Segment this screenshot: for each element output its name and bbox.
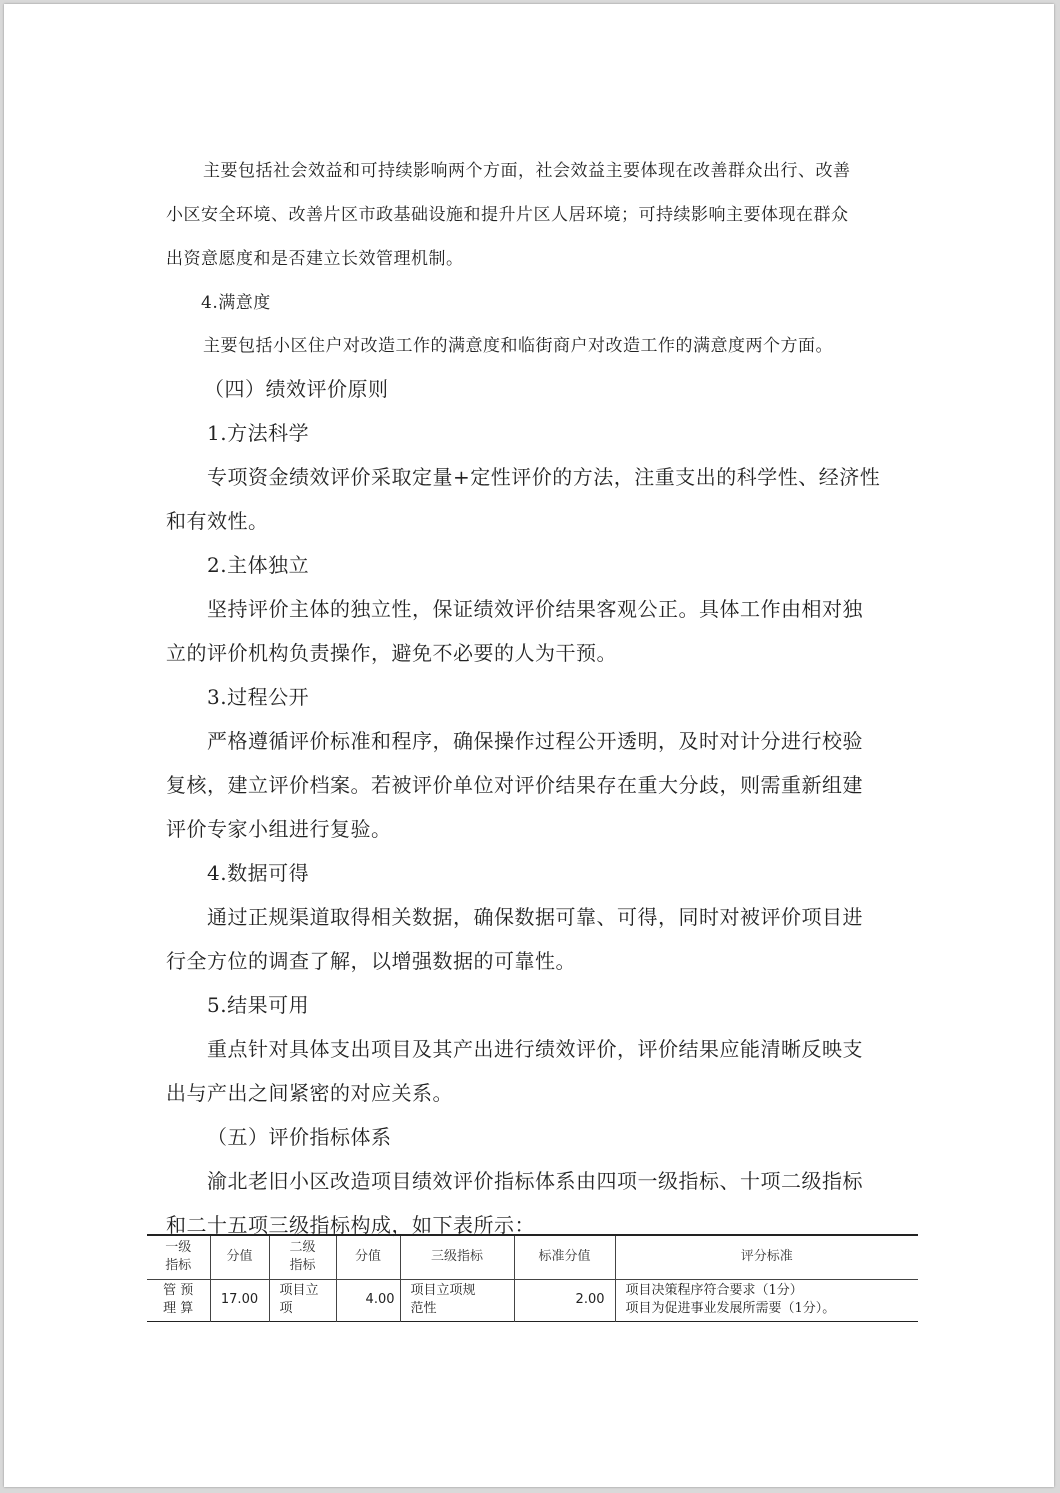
cell-level2: [269, 1279, 336, 1321]
header-level3: 三级指标: [400, 1235, 514, 1279]
cell-level1-line2: 理 算: [163, 1301, 194, 1316]
cell-criteria-line2: 项目为促进事业发展所需要（1分）。: [625, 1301, 836, 1316]
cell-level1-line1: 管 预: [163, 1283, 194, 1298]
paragraph-line: 主要包括社会效益和可持续影响两个方面，社会效益主要体现在改善群众出行、改善: [203, 161, 851, 181]
table-header-row: [147, 1235, 918, 1279]
header-level2-line2: 指标: [289, 1258, 316, 1274]
paragraph-line: 和二十五项三级指标构成，如下表所示：: [166, 1213, 535, 1237]
cell-score1: 17.00: [210, 1279, 269, 1321]
cell-score2: 4.00: [336, 1279, 400, 1321]
header-score1: 分值: [210, 1235, 269, 1279]
paragraph-line: 主要包括小区住户对改造工作的满意度和临街商户对改造工作的满意度两个方面。: [203, 336, 833, 356]
cell-level1: [147, 1279, 210, 1321]
header-criteria: 评分标准: [615, 1235, 918, 1279]
paragraph-line: 渝北老旧小区改造项目绩效评价指标体系由四项一级指标、十项二级指标: [207, 1169, 863, 1193]
heading-method: 1.方法科学: [207, 421, 310, 445]
cell-level3-line2: 范性: [410, 1301, 437, 1316]
paragraph-line: 评价专家小组进行复验。: [166, 817, 392, 841]
cell-standard-score: 2.00: [514, 1279, 615, 1321]
paragraph-line: 和有效性。: [166, 509, 269, 533]
paragraph-line: 重点针对具体支出项目及其产出进行绩效评价，评价结果应能清晰反映支: [207, 1037, 863, 1061]
cell-criteria: [615, 1279, 918, 1321]
cell-level2-line2: 项: [279, 1301, 293, 1316]
header-score2: 分值: [336, 1235, 400, 1279]
paragraph-line: 通过正规渠道取得相关数据，确保数据可靠、可得，同时对被评价项目进: [207, 905, 863, 929]
cell-level3: [400, 1279, 514, 1321]
header-level2-line1: 二级: [289, 1240, 316, 1256]
header-level1-line1: 一级: [165, 1240, 192, 1256]
header-level1: [147, 1235, 210, 1279]
paragraph-line: 立的评价机构负责操作，避免不必要的人为干预。: [166, 641, 617, 665]
heading-results-usable: 5.结果可用: [207, 993, 310, 1017]
evaluation-index-table: [147, 1234, 918, 1322]
header-level2: [269, 1235, 336, 1279]
table-row: [147, 1279, 918, 1321]
cell-criteria-line1: 项目决策程序符合要求（1分）: [625, 1283, 803, 1298]
heading-data-available: 4.数据可得: [207, 861, 310, 885]
cell-level2-line1: 项目立: [279, 1283, 319, 1298]
paragraph-line: 复核，建立评价档案。若被评价单位对评价结果存在重大分歧，则需重新组建: [166, 773, 863, 797]
paragraph-line: 严格遵循评价标准和程序，确保操作过程公开透明，及时对计分进行校验: [207, 729, 863, 753]
paragraph-line: 专项资金绩效评价采取定量+定性评价的方法，注重支出的科学性、经济性: [207, 465, 881, 489]
heading-open-process: 3.过程公开: [207, 685, 310, 709]
document-page: [4, 4, 1054, 1487]
header-level1-line2: 指标: [165, 1258, 192, 1274]
heading-independent: 2.主体独立: [207, 553, 310, 577]
paragraph-line: 坚持评价主体的独立性，保证绩效评价结果客观公正。具体工作由相对独: [207, 597, 863, 621]
paragraph-line: 出资意愿度和是否建立长效管理机制。: [166, 249, 464, 269]
paragraph-line: 行全方位的调查了解，以增强数据的可靠性。: [166, 949, 576, 973]
section-heading-principles: （四）绩效评价原则: [204, 377, 389, 401]
cell-level3-line1: 项目立项规: [410, 1283, 476, 1298]
section-heading-index-system: （五）评价指标体系: [207, 1125, 392, 1149]
heading-satisfaction: 4.满意度: [201, 293, 271, 313]
paragraph-line: 小区安全环境、改善片区市政基础设施和提升片区人居环境；可持续影响主要体现在群众: [166, 205, 849, 225]
header-standard-score: 标准分值: [514, 1235, 615, 1279]
paragraph-line: 出与产出之间紧密的对应关系。: [166, 1081, 453, 1105]
